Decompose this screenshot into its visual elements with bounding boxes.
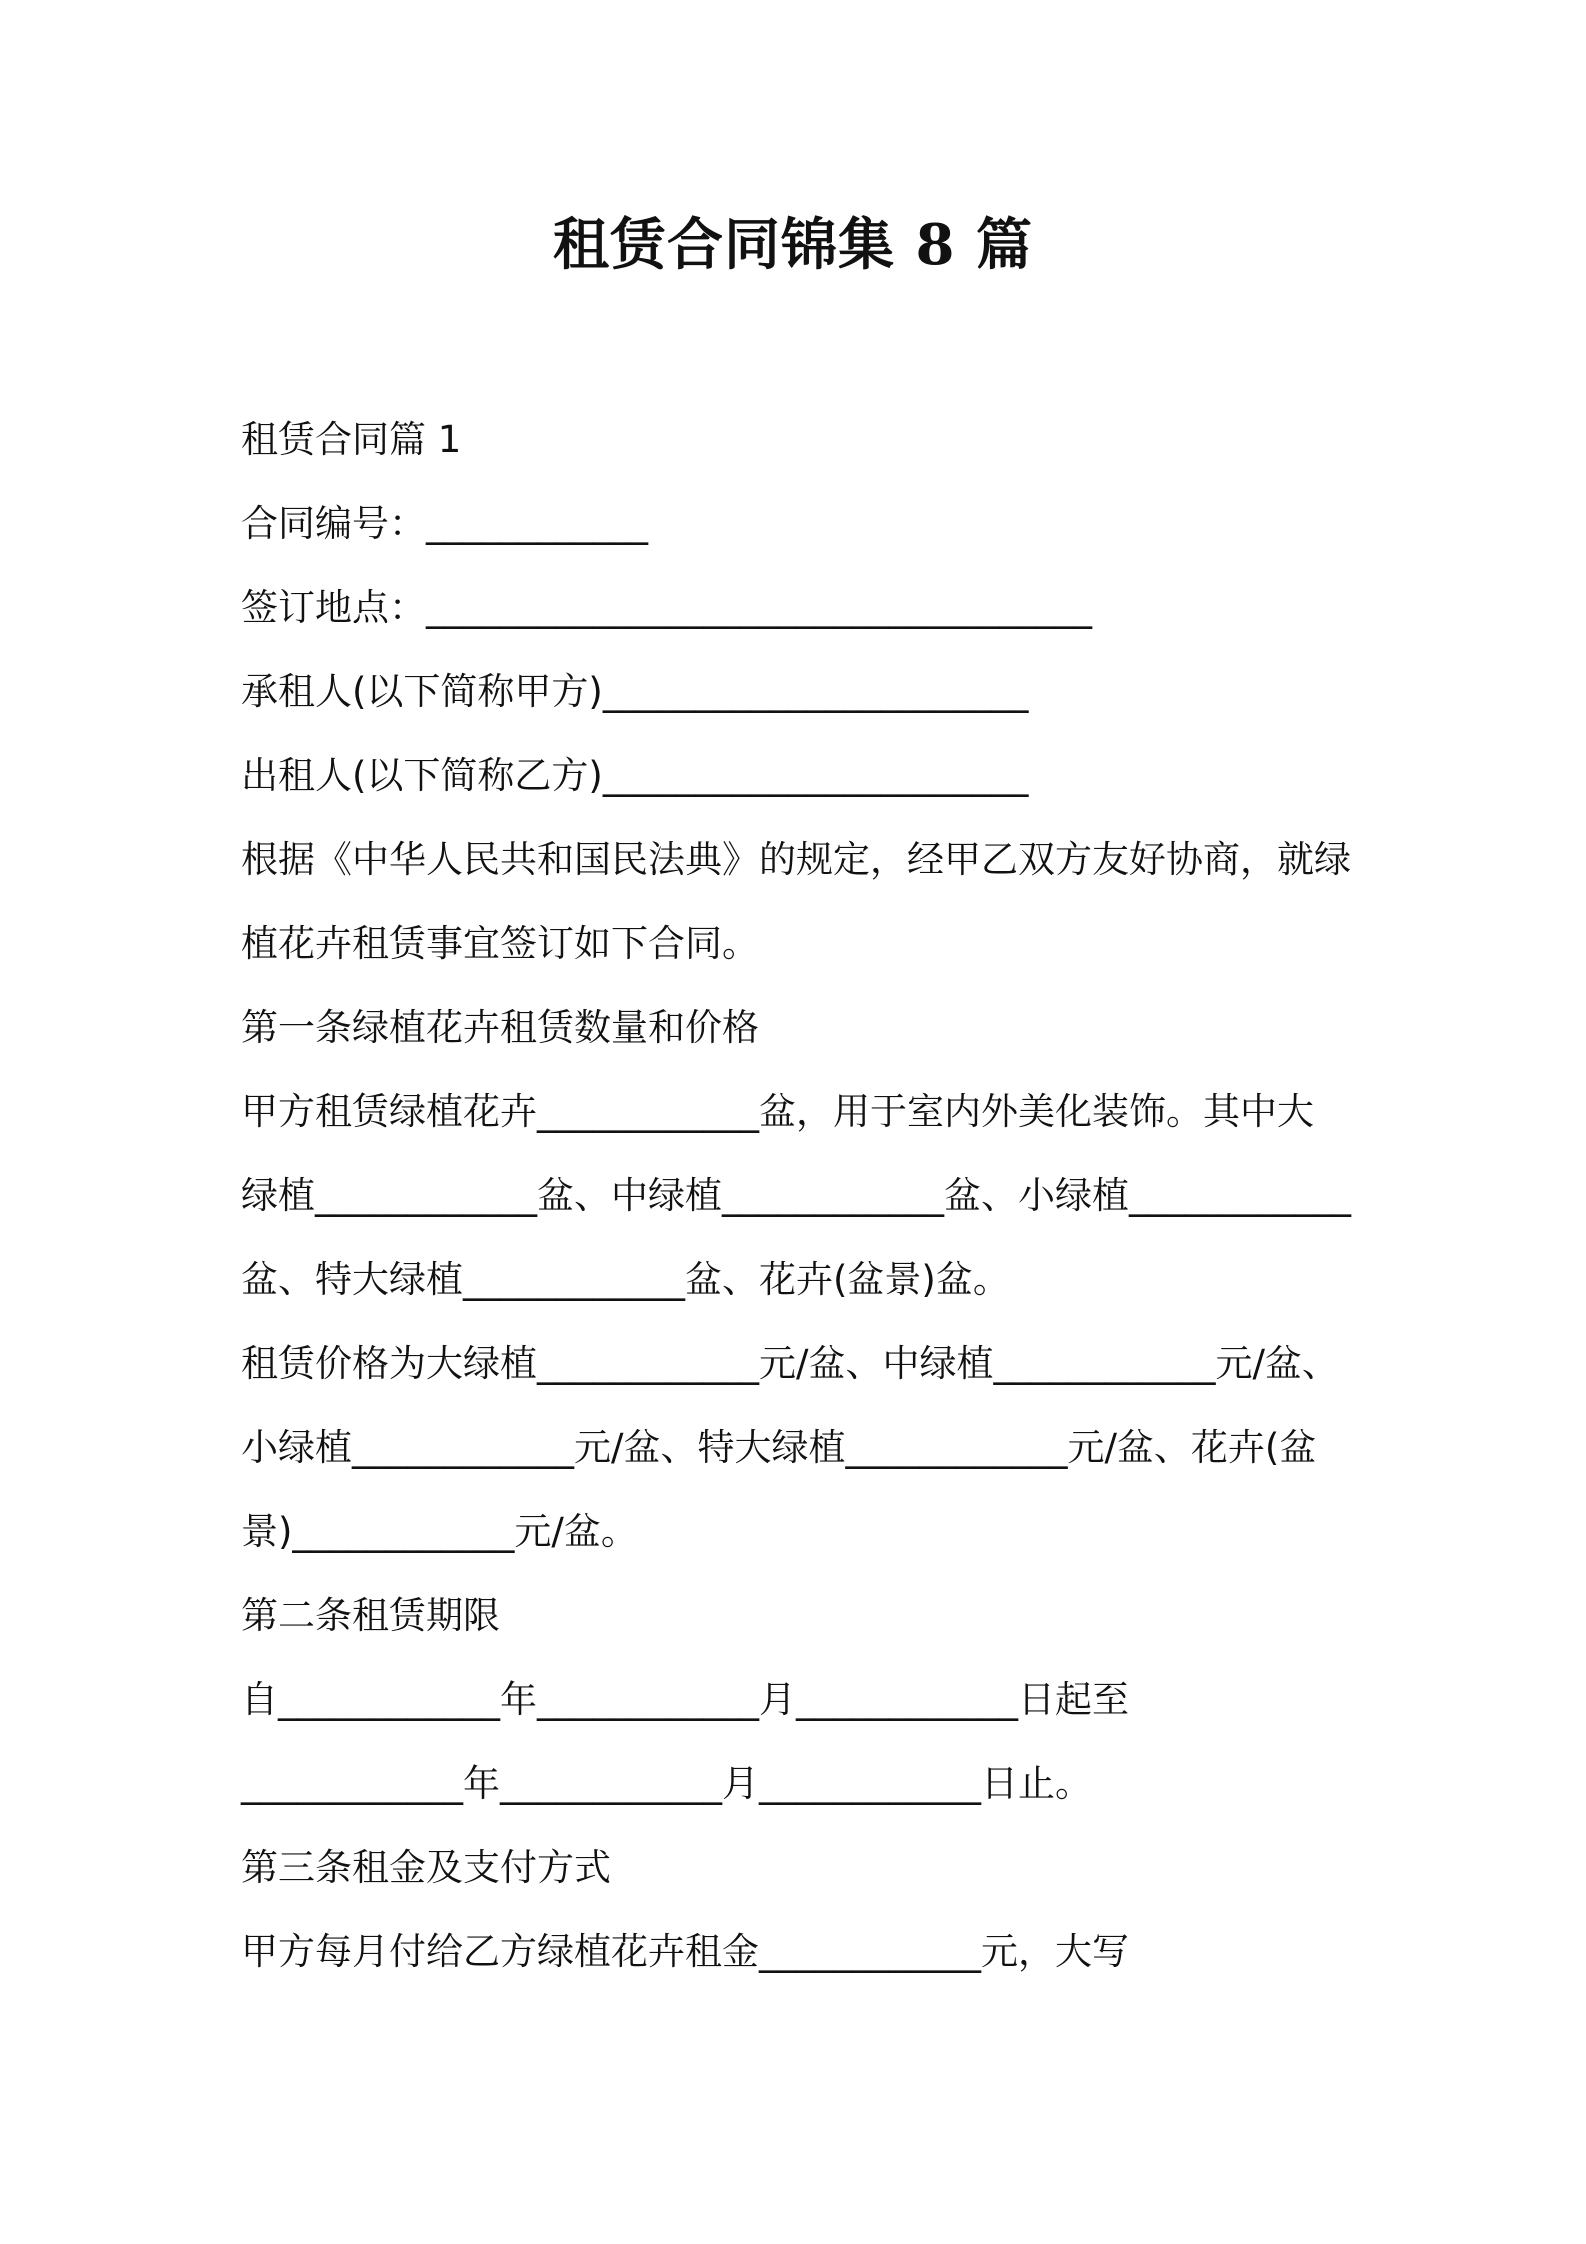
article-body-line: ____________年____________月____________日止。	[241, 1762, 1092, 1805]
document-title: 租赁合同锦集 8 篇	[553, 212, 1033, 278]
lessor-field: 出租人(以下简称乙方)_______________________	[241, 754, 1029, 797]
preamble-line: 植花卉租赁事宜签订如下合同。	[241, 922, 759, 965]
section-heading: 租赁合同篇 1	[241, 418, 462, 461]
preamble-line: 根据《中华人民共和国民法典》的规定，经甲乙双方友好协商，就绿	[241, 838, 1351, 881]
article-body-line: 绿植____________盆、中绿植____________盆、小绿植____________	[241, 1174, 1351, 1217]
lessee-field: 承租人(以下简称甲方)_______________________	[241, 670, 1029, 713]
article-body-line: 租赁价格为大绿植____________元/盆、中绿植____________元/盆、	[241, 1342, 1339, 1385]
contract-number-field: 合同编号：____________	[241, 502, 648, 545]
article-body-line: 自____________年____________月____________日起至	[241, 1678, 1129, 1721]
article-heading: 第一条绿植花卉租赁数量和价格	[241, 1006, 759, 1049]
article-heading: 第三条租金及支付方式	[241, 1846, 611, 1889]
article-body-line: 小绿植____________元/盆、特大绿植____________元/盆、花卉(盆	[241, 1426, 1317, 1469]
article-body-line: 甲方每月付给乙方绿植花卉租金____________元，大写	[241, 1930, 1129, 1973]
article-body-line: 景)____________元/盆。	[241, 1510, 638, 1553]
article-heading: 第二条租赁期限	[241, 1594, 500, 1637]
article-body-line: 盆、特大绿植____________盆、花卉(盆景)盆。	[241, 1258, 1010, 1301]
signing-place-field: 签订地点：____________________________________	[241, 586, 1092, 629]
article-body-line: 甲方租赁绿植花卉____________盆，用于室内外美化装饰。其中大	[241, 1090, 1314, 1133]
